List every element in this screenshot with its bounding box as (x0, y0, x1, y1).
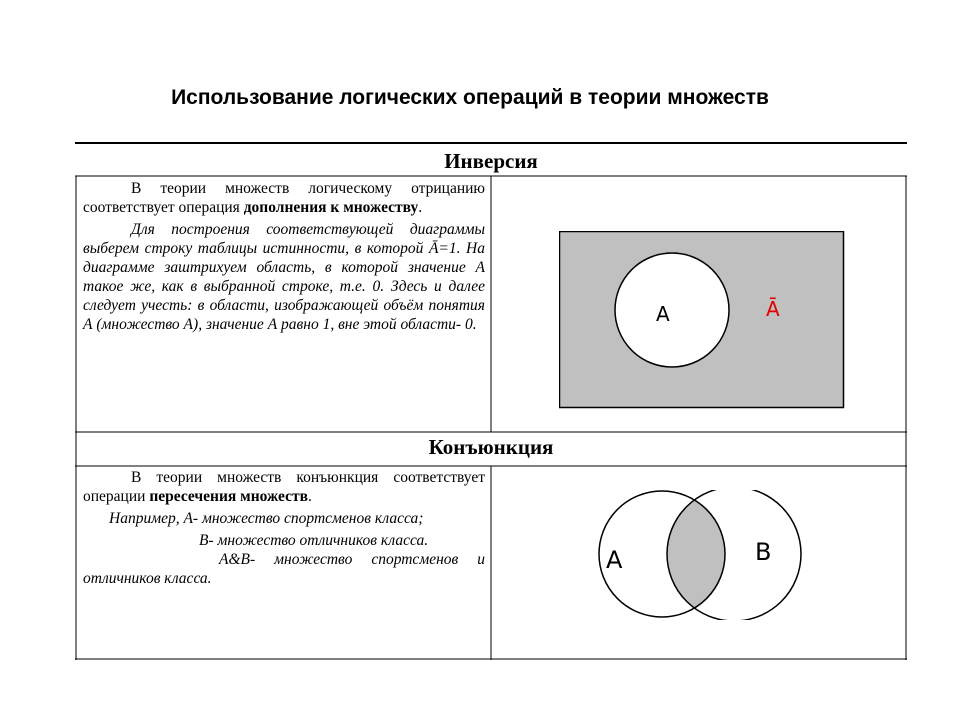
document-table (75, 142, 907, 660)
conjunction-text (83, 468, 485, 588)
set-b-label: В (755, 538, 772, 566)
inversion-text-1: В теории множеств логическому отрицанию соответствует операция (83, 180, 485, 216)
inversion-text (83, 179, 485, 334)
set-a-label: А (606, 546, 623, 574)
inversion-term: дополнения к множеству (243, 199, 419, 216)
conjunction-diagram (580, 490, 820, 620)
conjunction-text-1-end: . (307, 488, 312, 505)
set-a-label: А (656, 302, 670, 326)
conjunction-example-b: В- множество отличников класса. (199, 532, 429, 549)
conjunction-example-ab: А&В- множество спортсменов и отличников класса. (83, 551, 485, 587)
not-a-label: Ā (766, 297, 780, 321)
inversion-text-1-end: . (418, 199, 423, 216)
set-a-circle (615, 253, 729, 367)
conjunction-example-a: Например, А- множество спортсменов класса; (109, 510, 424, 527)
slide-title: Использование логических операций в теории множеств (171, 86, 769, 109)
inversion-header: Инверсия (75, 142, 907, 178)
intersection-fill (667, 490, 801, 620)
inversion-explanation: Для построения соответствующей диаграммы выберем строку таблицы истинности, в которой Ā=1. На диаграмме заштрихуем область, в которой значение А такое же, как в выбранной строке, т.е. 0. Здесь и далее следует учесть: в области, изображающей объём понятия А (множество А), значение А равно 1, вне этой области- 0. (83, 221, 485, 333)
conjunction-header: Конъюнкция (428, 435, 554, 459)
conjunction-term: пересечения множеств (149, 488, 308, 505)
conjunction-text-1: В теории множеств конъюнкция соответствует операции (83, 469, 485, 505)
inversion-diagram (559, 231, 845, 409)
